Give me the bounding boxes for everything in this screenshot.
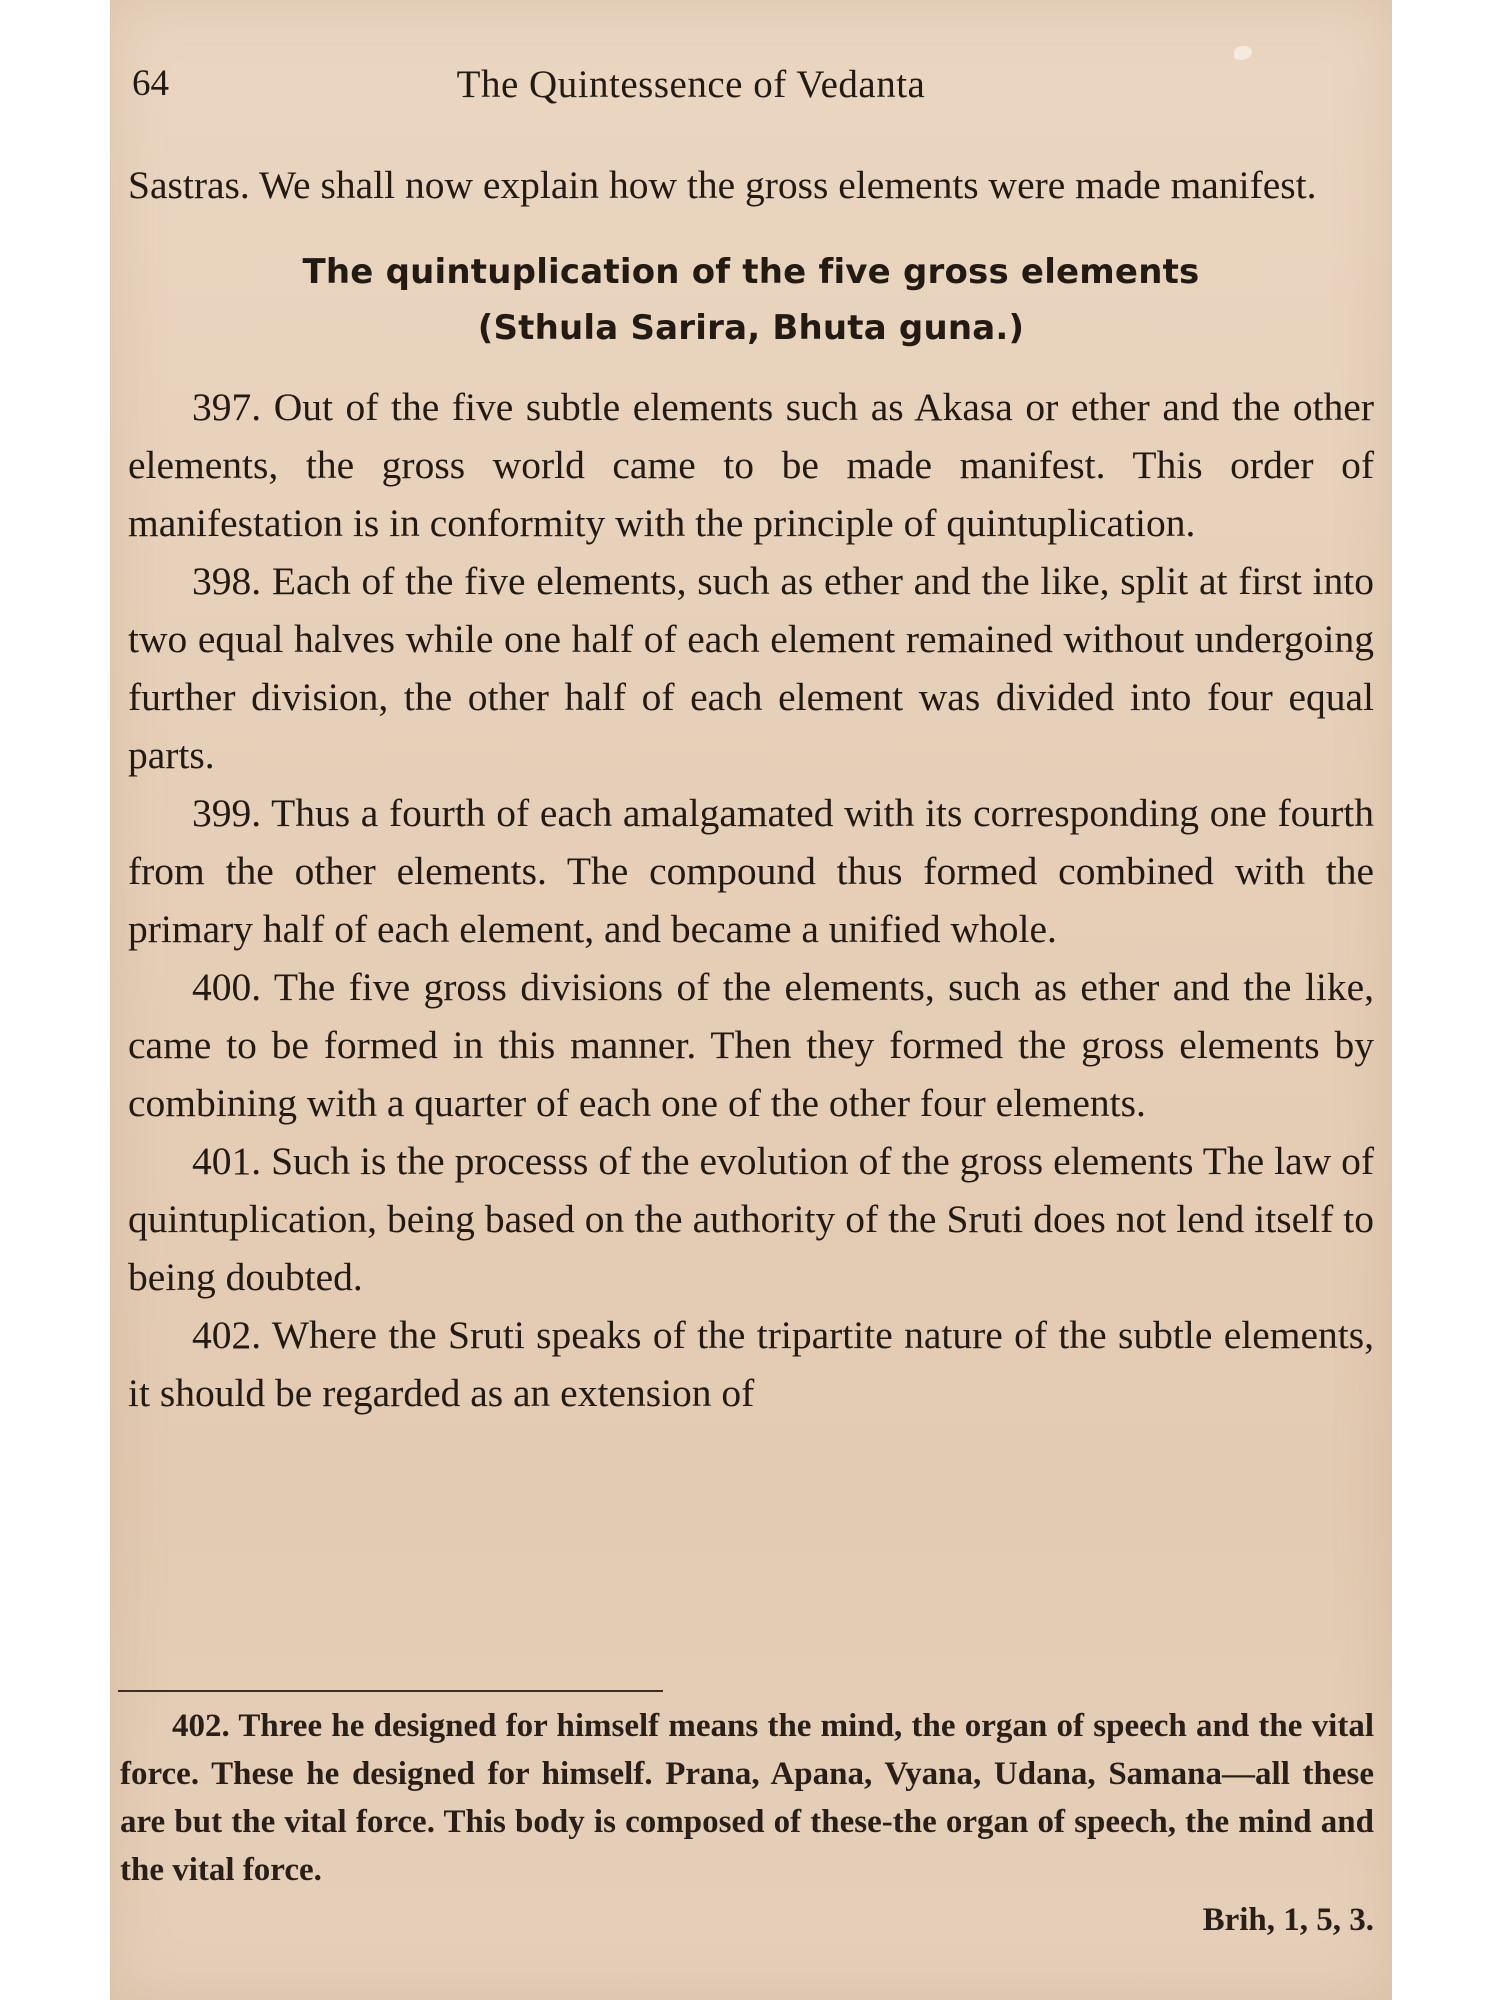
page-number: 64 [132,63,169,104]
paragraph-397: 397. Out of the five subtle elements such as Akasa or ether and the other elements, the gross world came to be made manifest. This order of manifestation is in conformity with the principle of quintuplication. [128,385,1374,545]
section-heading [128,244,1374,356]
body-text [128,156,1374,1422]
footnote [120,1702,1374,1944]
footnote-text: 402. Three he designed for himself means the mind, the organ of speech and the vital force. These he designed for himself. Prana, Apana, Vyana, Udana, Samana—all these are but the vital force. This body is composed of these-the organ of speech, the mind and the vital force. [120,1708,1374,1888]
paper-blemish [1234,46,1252,60]
paragraph-401: 401. Such is the processs of the evolution of the gross elements The law of quintuplication, being based on the authority of the Sruti does not lend itself to being doubted. [128,1139,1374,1299]
paragraph-398: 398. Each of the five elements, such as ether and the like, split at first into two equal halves while one half of each element remained without undergoing further division, the other half of each element was divided into four equal parts. [128,559,1374,777]
book-page [110,0,1392,2000]
running-title: The Quintessence of Vedanta [456,63,926,106]
paragraph-399: 399. Thus a fourth of each amalgamated with its corresponding one fourth from the other elements. The compound thus formed combined with the primary half of each element, and became a unified whole. [128,791,1374,951]
footnote-rule [118,1690,663,1692]
opening-paragraph: Sastras. We shall now explain how the gross elements were made manifest. [128,163,1317,207]
section-heading-subtitle: (Sthula Sarira, Bhuta guna.) [477,308,1025,348]
paragraph-400: 400. The five gross divisions of the elements, such as ether and the like, came to be formed in this manner. Then they formed the gross elements by combining with a quarter of each one of the other four elements. [128,965,1374,1125]
paragraph-402: 402. Where the Sruti speaks of the tripartite nature of the subtle elements, it should be regarded as an extension of [128,1313,1374,1415]
footnote-reference: Brih, 1, 5, 3. [1202,1902,1374,1938]
section-heading-title: The quintuplication of the five gross elements [302,252,1200,292]
